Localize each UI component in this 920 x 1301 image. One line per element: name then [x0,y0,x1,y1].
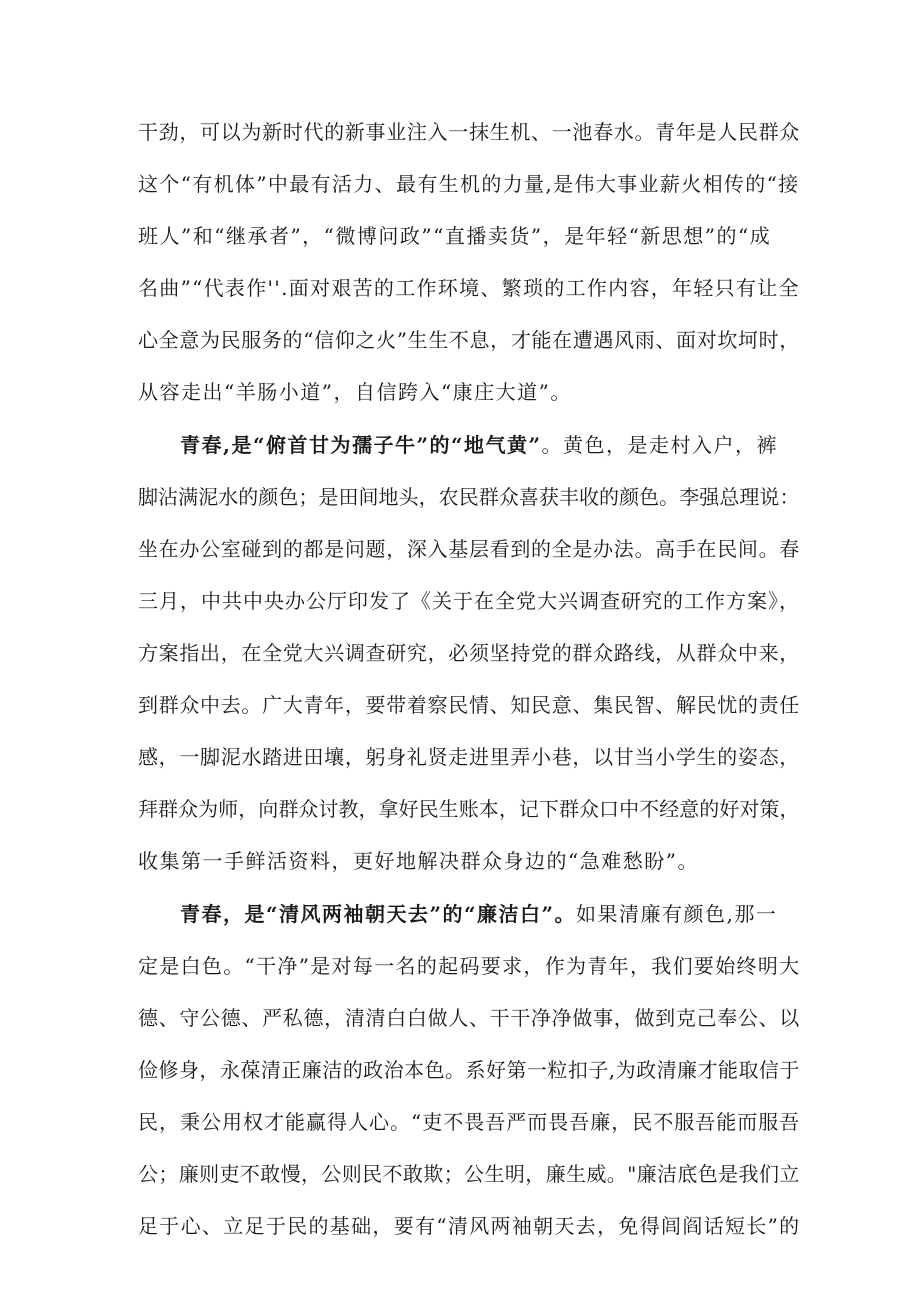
paragraph-2-line-3: 坐在办公室碰到的都是问题，深入基层看到的全是办法。高手在民间。春 [138,537,800,561]
paragraph-1-line-1: 干劲，可以为新时代的新事业注入一抹生机、一池春水。青年是人民群众 [138,120,800,144]
paragraph-2-line-6: 到群众中去。广大青年，要带着察民情、知民意、集民智、解民忧的责任 [138,693,800,717]
paragraph-3-line-4: 俭修身，永葆清正廉洁的政治本色。系好第一粒扣子,为政清廉才能取信于 [138,1058,800,1082]
paragraph-2-heading: 青春,是“俯首甘为孺子牛”的“地气黄” [180,433,542,457]
paragraph-3-line-1 [180,902,777,926]
paragraph-1-line-3: 班人”和“继承者”，“微博问政”“直播卖货”，是年轻“新思想”的“成 [138,224,772,248]
paragraph-2-line-9: 收集第一手鲜活资料，更好地解决群众身边的“急难愁盼”。 [138,849,699,873]
paragraph-1-line-4: 名曲”“代表作''.面对艰苦的工作环境、繁琐的工作内容，年轻只有让全 [138,276,800,300]
paragraph-3-line-6: 公；廉则吏不敢慢，公则民不敢欺；公生明，廉生威。"廉洁底色是我们立 [138,1162,800,1186]
paragraph-2-line-4: 三月，中共中央办公厅印发了《关于在全党大兴调查研究的工作方案》， [138,589,800,613]
paragraph-3-line-7: 足于心、立足于民的基础，要有“清风两袖朝天去，免得闾阎话短长”的 [138,1214,801,1238]
paragraph-1-line-6: 从容走出“羊肠小道”，自信跨入“康庄大道”。 [138,380,572,404]
paragraph-1-line-2: 这个“有机体”中最有活力、最有生机的力量,是伟大事业薪火相传的“接 [138,172,800,196]
paragraph-2-line-1 [180,433,778,457]
paragraph-2-line-5: 方案指出，在全党大兴调查研究，必须坚持党的群众路线，从群众中来， [138,641,800,665]
paragraph-2-first-line-rest: 。黄色，是走村入户，裤 [541,433,778,457]
paragraph-3-first-line-rest: 如果清廉有颜色,那一 [576,902,778,926]
paragraph-3-line-2: 定是白色。“干净”是对每一名的起码要求，作为青年，我们要始终明大 [138,954,801,978]
paragraph-2-line-2: 脚沾满泥水的颜色；是田间地头，农民群众喜获丰收的颜色。李强总理说： [138,485,800,509]
paragraph-3-line-3: 德、守公德、严私德，清清白白做人、干干净净做事，做到克己奉公、以 [138,1006,800,1030]
paragraph-3-heading: 青春，是“清风两袖朝天去”的“廉洁白”。 [180,902,577,926]
paragraph-2-line-7: 感，一脚泥水踏进田壤，躬身礼贤走进里弄小巷，以甘当小学生的姿态， [138,745,800,769]
paragraph-1-line-5: 心全意为民服务的“信仰之火”生生不息，才能在遭遇风雨、面对坎坷时， [138,328,800,352]
paragraph-3-line-5: 民，秉公用权才能赢得人心。“吏不畏吾严而畏吾廉，民不服吾能而服吾 [138,1110,801,1134]
paragraph-2-line-8: 拜群众为师，向群众讨教，拿好民生账本，记下群众口中不经意的好对策， [138,797,800,821]
